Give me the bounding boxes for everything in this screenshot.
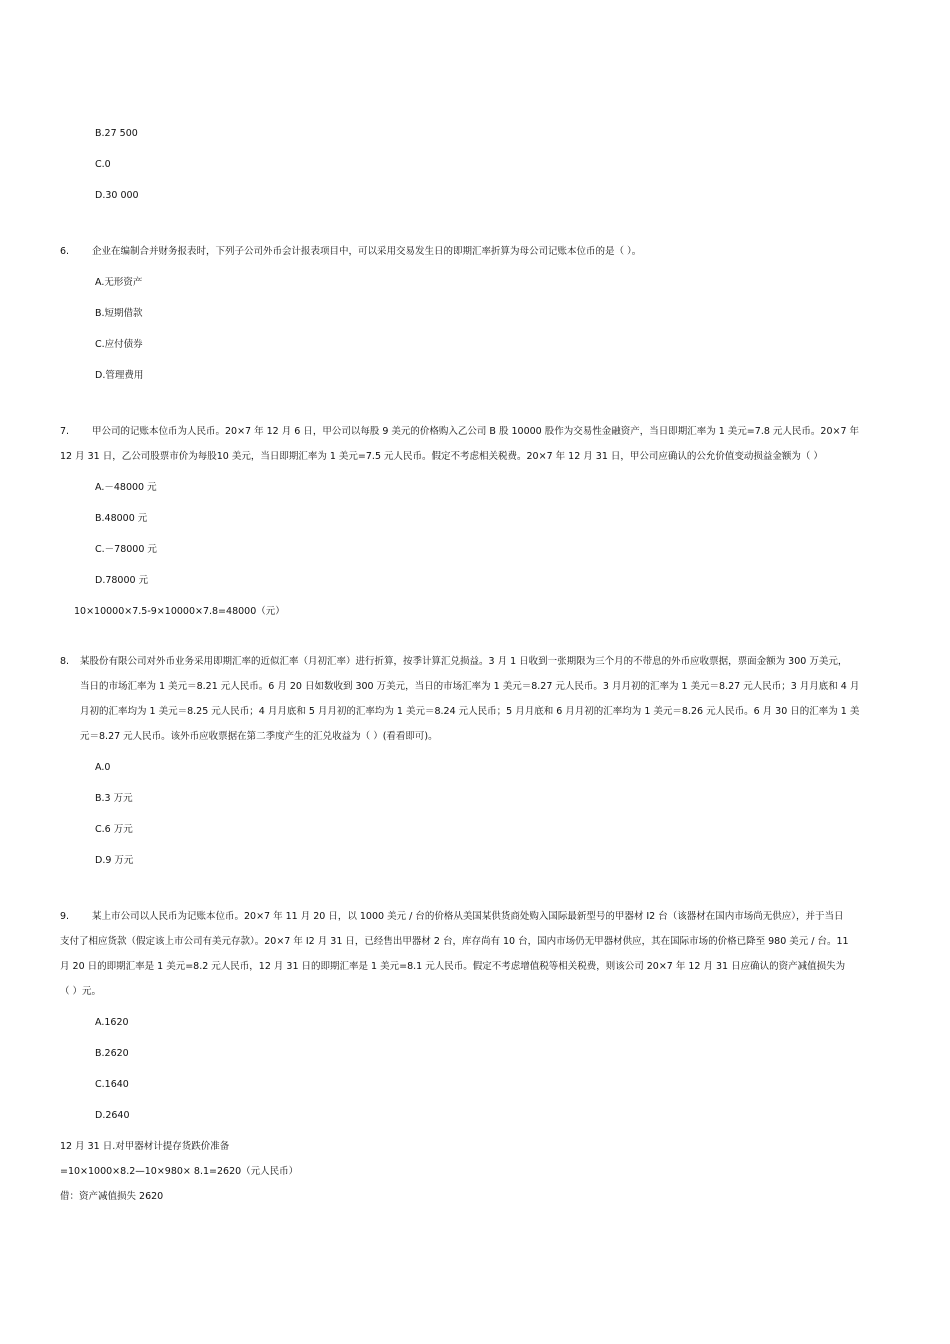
q7-stem-line-2: 12 月 31 日，乙公司股票市价为每股10 美元，当日即期汇率为 1 美元=7.5 元人民币。假定不考虑相关税费。20×7 年 12 月 31 日，甲公司应确认的公允价值变动损益金额为（ ） [60,451,823,462]
q5-option-d: D.30 000 [95,190,139,201]
q9-option-d: D.2640 [95,1110,130,1121]
q9-option-a: A.1620 [95,1017,129,1028]
q8-option-b: B.3 万元 [95,793,133,804]
q7-option-a: A.－48000 元 [95,482,157,493]
q9-option-b: B.2620 [95,1048,129,1059]
q7-solution-note: 10×10000×7.5-9×10000×7.8=48000（元） [74,606,285,617]
q7-number: 7. [60,426,70,437]
q8-stem-line-1: 某股份有限公司对外币业务采用即期汇率的近似汇率（月初汇率）进行折算，按季计算汇兑损益。3 月 1 日收到一张期限为三个月的不带息的外币应收票据，票面金额为 300 万美元， [80,656,848,667]
q7-option-c: C.－78000 元 [95,544,157,555]
q9-number: 9. [60,911,70,922]
q7-option-d: D.78000 元 [95,575,149,586]
q8-stem-line-4: 元＝8.27 元人民币。该外币应收票据在第二季度产生的汇兑收益为（ ）(看看即可)。 [80,731,438,742]
q8-stem-line-2: 当日的市场汇率为 1 美元＝8.21 元人民币。6 月 20 日如数收到 300 万美元，当日的市场汇率为 1 美元＝8.27 元人民币。3 月月初的汇率为 1 美元＝8.27 元人民币；3 月月底和 4 月 [80,681,860,692]
q9-stem-line-2: 支付了相应货款（假定该上市公司有美元存款）。20×7 年 I2 月 31 日，已经售出甲器材 2 台，库存尚有 10 台，国内市场仍无甲器材供应，其在国际市场的价格已降至 980 美元 / 台。11 [60,936,849,947]
q8-stem-line-3: 月初的汇率均为 1 美元＝8.25 元人民币；4 月月底和 5 月月初的汇率均为 1 美元＝8.24 元人民币；5 月月底和 6 月月初的汇率均为 1 美元＝8.26 元人民币。6 月 30 日的汇率为 1 美 [80,706,860,717]
q6-option-c: C.应付债券 [95,339,143,350]
q6-option-a: A.无形资产 [95,277,143,288]
q9-stem-line-1: 某上市公司以人民币为记账本位币。20×7 年 11 月 20 日，以 1000 美元 / 台的价格从美国某供货商处购入国际最新型号的甲器材 I2 台（该器材在国内市场尚无供应），并于当日 [92,911,844,922]
q6-number: 6. [60,246,70,257]
q8-number: 8. [60,656,70,667]
q5-option-b: B.27 500 [95,128,138,139]
q9-option-c: C.1640 [95,1079,129,1090]
q7-stem-line-1: 甲公司的记账本位币为人民币。20×7 年 12 月 6 日，甲公司以每股 9 美元的价格购入乙公司 B 股 10000 股作为交易性金融资产，当日即期汇率为 1 美元=7.8 元人民币。20×7 年 [92,426,860,437]
q8-option-a: A.0 [95,762,111,773]
q7-option-b: B.48000 元 [95,513,148,524]
q9-solution-note-1: 12 月 31 日.对甲器材计提存货跌价准备 [60,1141,230,1152]
q9-stem-line-4: （ ）元。 [60,986,102,997]
q9-stem-line-3: 月 20 日的即期汇率是 1 美元=8.2 元人民币，12 月 31 日的即期汇率是 1 美元=8.1 元人民币。假定不考虑增值税等相关税费，则该公司 20×7 年 12 月 31 日应确认的资产减值损失为 [60,961,846,972]
q8-option-c: C.6 万元 [95,824,133,835]
q6-option-b: B.短期借款 [95,308,143,319]
q9-solution-note-2: =10×1000×8.2—10×980× 8.1=2620（元人民币） [60,1166,299,1177]
q8-option-d: D.9 万元 [95,855,134,866]
q5-option-c: C.0 [95,159,111,170]
q6-option-d: D.管理费用 [95,370,144,381]
q6-stem: 企业在编制合并财务报表时，下列子公司外币会计报表项目中，可以采用交易发生日的即期汇率折算为母公司记账本位币的是（ ）。 [92,246,642,257]
q9-solution-note-3: 借：资产减值损失 2620 [60,1191,164,1202]
